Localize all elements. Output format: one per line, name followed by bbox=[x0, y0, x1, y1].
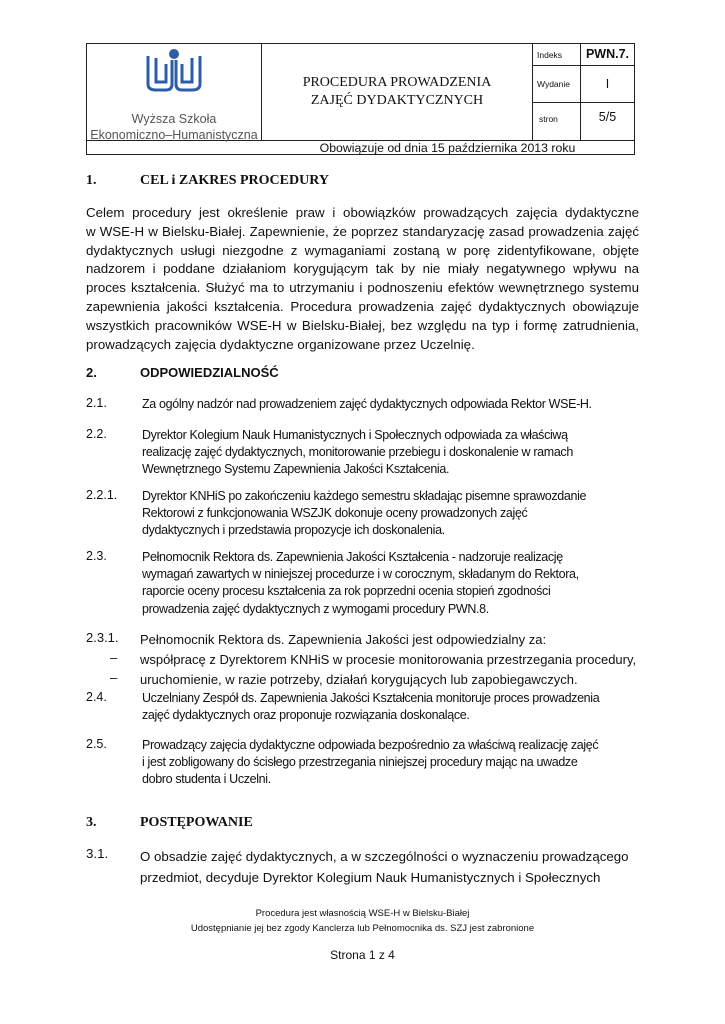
section2-item-number: – bbox=[110, 650, 118, 665]
section2-item-line: Dyrektor Kolegium Nauk Humanistycznych i Społecznych odpowiada za właściwą bbox=[142, 428, 568, 442]
section2-item-line: Prowadzący zajęcia dydaktyczne odpowiada bezpośrednio za właściwą realizację zajęć bbox=[142, 738, 599, 752]
section2-item-text bbox=[142, 396, 642, 413]
section1-title: CEL i ZAKRES PROCEDURY bbox=[140, 173, 329, 188]
section1-number: 1. bbox=[86, 173, 97, 188]
section2-item-line: współpracę z Dyrektorem KNHiS w procesie monitorowania przestrzegania procedury, bbox=[140, 652, 637, 667]
section3-item-line: przedmiot, decyduje Dyrektor Kolegium Nauk Humanistycznych i Społecznych bbox=[140, 870, 601, 885]
section1-line: zapewnienia jakości kształcenia. Procedura prowadzenia zajęć dydaktycznych obowiązuje bbox=[86, 298, 639, 314]
section2-item-line: raporcie oceny procesu kształcenia za rok poprzedni ocenia stopień zgodności bbox=[142, 584, 551, 599]
section2-item-line: i jest zobligowany do ścisłego przestrzegania niniejszej procedury mając na uwadze bbox=[142, 755, 578, 770]
section1-line: nadzorem i poddane działaniom korygującym tak by nie miały negatywnego wpływu na bbox=[86, 261, 639, 277]
logo-text-line1: Wyższa Szkoła bbox=[131, 112, 217, 126]
page-number: Strona 1 z 4 bbox=[330, 948, 395, 962]
section3-number: 3. bbox=[86, 815, 97, 830]
section2-item-line: Pełnomocnik Rektora ds. Zapewnienia Jakości Kształcenia - nadzoruje realizację bbox=[142, 550, 563, 564]
section2-item-line: zajęć dydaktycznych oraz proponuje rozwiązania doskonalące. bbox=[142, 708, 470, 723]
section2-item-number: – bbox=[110, 670, 118, 685]
document-header-table bbox=[86, 43, 635, 155]
procedure-title-line1: PROCEDURA PROWADZENIA bbox=[302, 75, 492, 90]
section2-item-number: 2.3. bbox=[86, 549, 107, 563]
indeks-label: Indeks bbox=[537, 50, 563, 60]
section1-paragraph bbox=[86, 204, 639, 354]
school-logo bbox=[87, 44, 261, 140]
section2-item-text bbox=[142, 549, 642, 618]
section2-item-line: Dyrektor KNHiS po zakończeniu każdego semestru składając pisemne sprawozdanie bbox=[142, 489, 587, 503]
section3-title: POSTĘPOWANIE bbox=[140, 815, 253, 830]
section3-item-text bbox=[140, 846, 629, 888]
section1-line: wszystkich pracowników WSE-H w Bielsku-Białej, bez względu na typ i formę zatrudnienia, bbox=[86, 317, 639, 333]
section2-item-line: Pełnomocnik Rektora ds. Zapewnienia Jakości jest odpowiedzialny za: bbox=[140, 632, 547, 647]
footer-notice bbox=[0, 906, 725, 936]
section1-line: Celem procedury jest określenie praw i obowiązków prowadzących zajęcia dydaktyczne bbox=[86, 205, 639, 220]
section2-item-number: 2.4. bbox=[86, 690, 107, 704]
footer-line2: Udostępnianie jej bez zgody Kanclerza lub Pełnomocnika ds. SZJ jest zabronione bbox=[190, 923, 535, 934]
section2-item-number: 2.2.1. bbox=[86, 488, 118, 502]
wydanie-label: Wydanie bbox=[537, 79, 570, 89]
section2-item-number: 2.1. bbox=[86, 396, 107, 410]
section1-line: prowadzących zajęcia dydaktyczne organizowane przez Uczelnię. bbox=[86, 336, 475, 352]
logo-emblem-icon bbox=[142, 46, 206, 94]
section2-item-text bbox=[142, 427, 642, 479]
section2-item-text bbox=[142, 488, 642, 540]
stron-value: 5/5 bbox=[598, 110, 617, 124]
section2-item-text bbox=[142, 690, 642, 724]
section2-item-number: 2.3.1. bbox=[86, 630, 119, 645]
section1-line: proces kształcenia. Służyć ma to utrzymaniu i podnoszeniu efektów wewnętrznego systemu bbox=[86, 280, 639, 296]
section2-title: ODPOWIEDZIALNOŚĆ bbox=[140, 365, 279, 380]
section2-item-line: Rektorowi z funkcjonowania WSZJK dokonuje oceny prowadzonych zajęć bbox=[142, 506, 528, 521]
footer-line1: Procedura jest własnością WSE-H w Bielsku-Białej bbox=[255, 908, 470, 919]
section1-line: dydaktycznych usługi niezgodne z wymaganiami zostaną w porę zidentyfikowane, objęte bbox=[86, 242, 639, 258]
section2-item-line: Uczelniany Zespół ds. Zapewnienia Jakości Kształcenia monitoruje proces prowadzenia bbox=[142, 691, 600, 705]
section2-item-line: prowadzenia zajęć dydaktycznych z wymogami procedury PWN.8. bbox=[142, 601, 489, 616]
section2-item-line: dydaktycznych i przedstawia propozycje ich doskonalenia. bbox=[142, 523, 445, 538]
wydanie-value: I bbox=[605, 77, 610, 91]
section2-item-line: Wewnętrznego Systemu Zapewnienia Jakości Kształcenia. bbox=[142, 462, 450, 477]
section3-item-line: O obsadzie zajęć dydaktycznych, a w szczególności o wyznaczeniu prowadzącego bbox=[140, 849, 629, 864]
procedure-title bbox=[262, 74, 532, 110]
logo-text-line2: Ekonomiczno–Humanistyczna bbox=[90, 128, 258, 142]
section2-item-text bbox=[140, 650, 640, 669]
section3-item-number: 3.1. bbox=[86, 846, 109, 861]
section2-item-text bbox=[140, 630, 640, 649]
section2-item-text bbox=[140, 670, 640, 689]
procedure-title-line2: ZAJĘĆ DYDAKTYCZNYCH bbox=[310, 93, 484, 108]
section1-line: w WSE-H w Bielsku-Białej. Zapewnienie, że poprzez standaryzację zasad prowadzenia zajęć bbox=[86, 223, 639, 239]
section2-number: 2. bbox=[86, 365, 97, 380]
section2-item-line: realizację zajęć dydaktycznych, monitorowanie przebiegu i doskonalenie w ramach bbox=[142, 445, 573, 460]
section2-item-text bbox=[142, 737, 642, 789]
effective-date: Obowiązuje od dnia 15 października 2013 roku bbox=[319, 141, 576, 155]
section2-item-line: Za ogólny nadzór nad prowadzeniem zajęć dydaktycznych odpowiada Rektor WSE-H. bbox=[142, 397, 592, 411]
section2-item-line: dobro studenta i Uczelni. bbox=[142, 772, 271, 787]
indeks-value: PWN.7. bbox=[585, 47, 630, 61]
section2-item-number: 2.5. bbox=[86, 737, 107, 751]
stron-label: stron bbox=[539, 114, 558, 124]
section2-item-number: 2.2. bbox=[86, 427, 107, 441]
section2-item-line: wymagań zawartych w niniejszej procedurze i w corocznym, składanym do Rektora, bbox=[142, 567, 579, 582]
section2-item-line: uruchomienie, w razie potrzeby, działań korygujących lub zapobiegawczych. bbox=[140, 672, 578, 687]
